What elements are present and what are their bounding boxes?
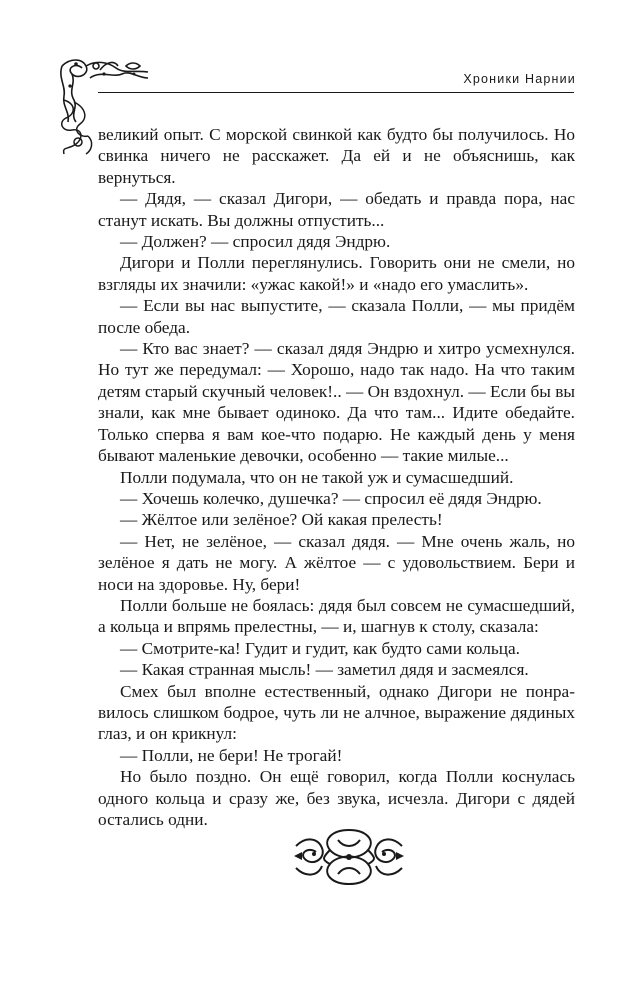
paragraph: — Если вы нас выпустите, — сказала Полли, — мы придём после обеда.	[98, 296, 575, 337]
paragraph: — Полли, не бери! Не трогай!	[120, 745, 343, 765]
paragraph: — Хочешь колечко, душечка? — спросил её дядя Эндрю.	[120, 488, 542, 508]
paragraph: Но было поздно. Он ещё говорил, когда Полли коснулась одного кольца и сразу же, без звука, исчезла. Дигори с дядей остались одни.	[98, 767, 575, 829]
celtic-side-ornament-icon	[58, 98, 98, 156]
paragraph: — Кто вас знает? — сказал дядя Эндрю и хитро усмехнулся. Но тут же передумал: — Хорошо, надо так надо. На что таким детям старый скучный человек!.. — Он вздохнул. — Если бы вы знали, как мне бывает одиноко. Да что там... Идите обедайте. Только сперва я вам кое-что подарю. Не каждый день у меня бывают маленькие девочки, особенно — такие милые...	[98, 339, 575, 466]
paragraph: — Дядя, — сказал Дигори, — обедать и правда пора, нас станут искать. Вы должны отпустить...	[98, 189, 575, 230]
running-head-title: Хроники Нарнии	[463, 72, 576, 86]
paragraph: — Какая странная мысль! — заметил дядя и засмеялся.	[120, 660, 529, 680]
paragraph: — Должен? — спросил дядя Эндрю.	[120, 232, 391, 252]
paragraph: — Нет, не зелёное, — сказал дядя. — Мне очень жаль, но зелёное я дать не могу. А жёлтое — с удовольствием. Бери и носи на здоровье. Ну, бери!	[98, 531, 575, 594]
paragraph: Полли больше не боялась: дядя был совсем не сумасшедший, а кольца и впрямь прелестны, — и, шагнув к столу, сказала:	[98, 595, 575, 637]
paragraph: — Смотрите-ка! Гудит и гудит, как будто сами кольца.	[120, 638, 520, 658]
page-body-text	[98, 124, 575, 830]
paragraph: — Жёлтое или зелёное? Ой какая прелесть!	[120, 510, 443, 530]
celtic-tailpiece-ornament-icon	[292, 826, 406, 888]
paragraph: Дигори и Полли переглянулись. Говорить они не смели, но взгляды их значили: «ужас какой!» и «надо его умаслить».	[98, 253, 575, 294]
paragraph: Полли подумала, что он не такой уж и сумасшедший.	[120, 467, 514, 487]
header-rule	[98, 92, 574, 93]
paragraph: великий опыт. С морской свинкой как будто бы получилось. Но свинка ничего не расскажет. Да ей и не объяснишь, как вернуться.	[98, 125, 575, 187]
paragraph: Смех был вполне естественный, однако Дигори не понравилось слишком бодрое, чуть ли не алчное, выражение дядиных глаз, и он крикнул:	[98, 681, 575, 744]
